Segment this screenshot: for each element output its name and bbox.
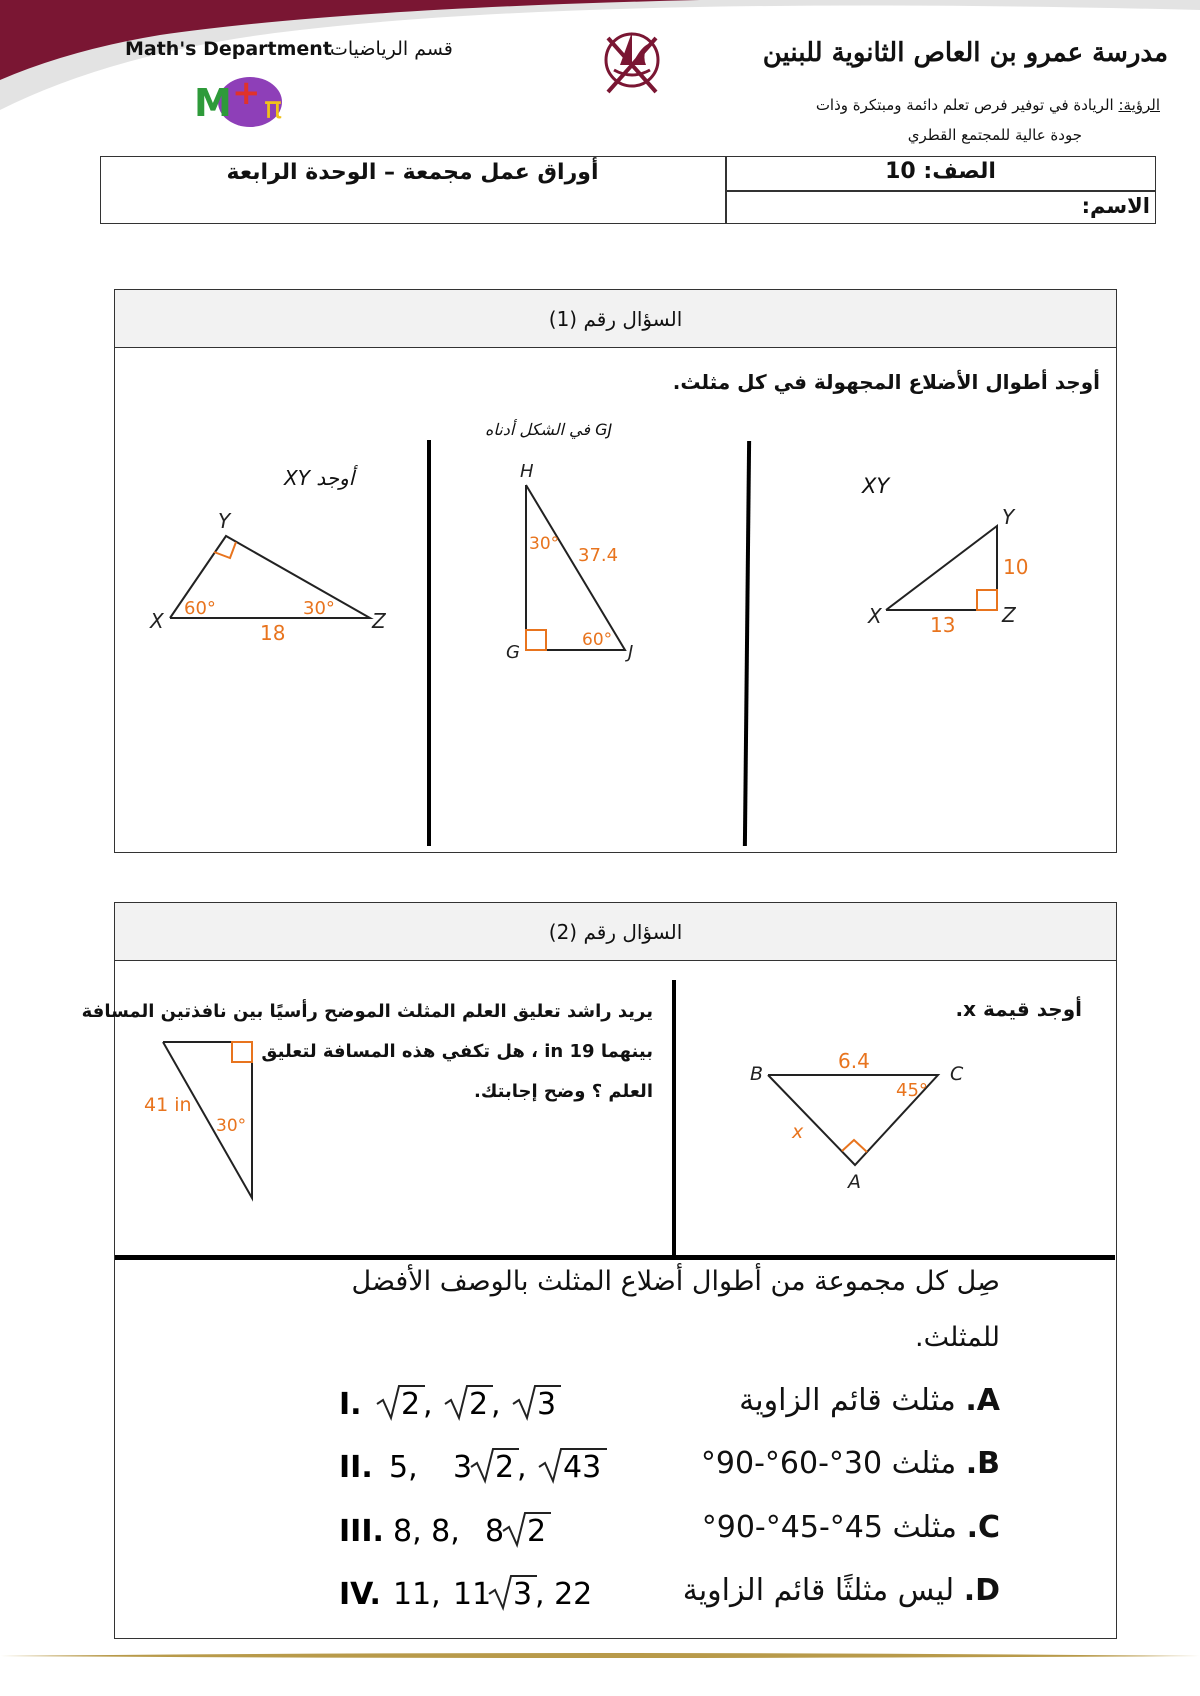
fig-side: 6.4 [838,1049,870,1073]
vision-text: الريادة في توفير فرص تعلم دائمة ومبتكرة وذات [815,96,1119,114]
match-instruction-1: صِل كل مجموعة من أطوال أضلاع المثلث بالوصف الأفضل [351,1266,1000,1297]
comma: , [491,1387,501,1422]
set-2-c1: 3 [453,1450,473,1485]
triangle-figure-abc [740,1040,980,1195]
school-name: مدرسة عمرو بن العاص الثانوية للبنين [762,38,1168,68]
dept-arabic: قسم الرياضيات [330,38,453,60]
divider-line [672,980,676,1260]
flag-angle: 30° [216,1116,247,1136]
fig1-base: 13 [930,613,956,637]
set-3-r1: 2 [527,1514,547,1549]
triangle-figure-1 [860,500,1040,640]
set-2-num: II. [339,1450,373,1485]
radical-set-2 [335,1441,635,1491]
set-3-pre: 8, 8, [393,1514,460,1549]
svg-text:π: π [264,91,283,126]
grade-label: الصف: 10 [885,159,996,184]
footer-line [0,1650,1200,1662]
qatar-emblem-icon [590,20,675,105]
fig3-base: 18 [260,621,286,645]
flag-text-3: العلم ؟ وضح إجابتك. [474,1081,653,1102]
find-x-label: أوجد قيمة x. [955,997,1082,1021]
set-1-r2: 2 [469,1387,489,1422]
fig3-Z: Z [372,609,386,633]
fig-A: A [848,1171,861,1193]
radical-set-3 [335,1505,635,1555]
option-b [701,1446,1000,1481]
option-a [739,1383,1000,1418]
fig2-hyp: 37.4 [578,545,619,566]
option-a-text: مثلث قائم الزاوية [739,1383,956,1418]
divider-line [115,1255,1115,1260]
flag-side: 41 in [144,1094,192,1116]
option-c-letter: C. [966,1510,1000,1545]
svg-text:M: M [194,81,232,125]
comma: , [423,1387,433,1422]
option-c-text: مثلث 45°-45°-90° [701,1510,958,1545]
set-2-r2: 43 [563,1450,602,1485]
vision-line-1 [816,96,1160,114]
option-b-text: مثلث 30°-60°-90° [700,1446,957,1481]
triangle-figure-2 [500,455,660,670]
option-c [702,1510,1000,1545]
dept-english: Math's Department [125,38,332,60]
fig2-H: H [520,461,534,482]
set-4-num: IV. [339,1577,381,1612]
fig1-Y: Y [1002,505,1015,529]
fig2-G: G [506,642,520,663]
option-a-letter: A. [965,1383,1000,1418]
fig1-X: X [868,604,882,628]
fig-angle: 45° [896,1080,928,1101]
q1-instruction: أوجد أطوال الأضلاع المجهولة في كل مثلث. [672,370,1100,394]
flag-text-1: يريد راشد تعليق العلم المثلث الموضح رأسيًا بين نافذتين المسافة [81,1001,653,1022]
set-4-r1: 3 [513,1577,533,1612]
fig2-angle-top: 30° [529,534,560,554]
set-4-c1: 11 [453,1577,492,1612]
fig-C: C [950,1063,964,1085]
fig-B: B [750,1063,764,1085]
radical-set-4 [335,1568,635,1618]
fig2-angle-bottom: 60° [582,630,613,650]
math-logo-icon [192,74,302,130]
flag-text-2: بينهما 19 in ، هل تكفي هذه المسافة لتعليق [261,1041,653,1062]
fig3-Y: Y [218,509,231,533]
radical-set-1 [335,1378,635,1428]
fig3-angle-z: 30° [303,598,335,619]
question-1-header: السؤال رقم (1) [115,290,1116,348]
set-3-c1: 8 [485,1514,505,1549]
set-1-r1: 2 [401,1387,421,1422]
fig2-find-label: GJ في الشكل أدناه [485,420,613,439]
question-2-header: السؤال رقم (2) [115,903,1116,961]
triangle-figure-3 [148,500,393,650]
vision-label: الرؤية: [1118,96,1160,114]
match-instruction-2: للمثلث. [915,1322,1000,1353]
vision-line-2: جودة عالية للمجتمع القطري [907,126,1082,144]
fig1-Z: Z [1002,603,1016,627]
fig3-angle-x: 60° [184,598,216,619]
option-d-text: ليس مثلثًا قائم الزاوية [682,1573,955,1608]
fig3-find-label: أوجد XY [284,466,355,490]
fig3-X: X [150,609,164,633]
set-3-num: III. [339,1514,384,1549]
set-1-r3: 3 [537,1387,557,1422]
fig-x: x [792,1121,804,1143]
svg-text:+: + [232,74,261,113]
set-2-pre: 5, [389,1450,418,1485]
fig1-find-label: XY [862,474,890,498]
comma: , [517,1450,527,1485]
set-4-pre: 11, [393,1577,441,1612]
worksheet-title: أوراق عمل مجمعة – الوحدة الرابعة [226,160,599,185]
divider-line [427,440,431,846]
set-1-num: I. [339,1387,362,1422]
option-d [683,1573,1000,1608]
option-d-letter: D. [963,1573,1000,1608]
fig2-J: J [628,642,634,663]
name-label: الاسم: [1081,194,1150,218]
set-2-r1: 2 [495,1450,515,1485]
fig1-side: 10 [1003,555,1029,579]
set-4-post: , 22 [535,1577,593,1612]
option-b-letter: B. [965,1446,1000,1481]
flag-triangle-figure [130,1030,270,1205]
